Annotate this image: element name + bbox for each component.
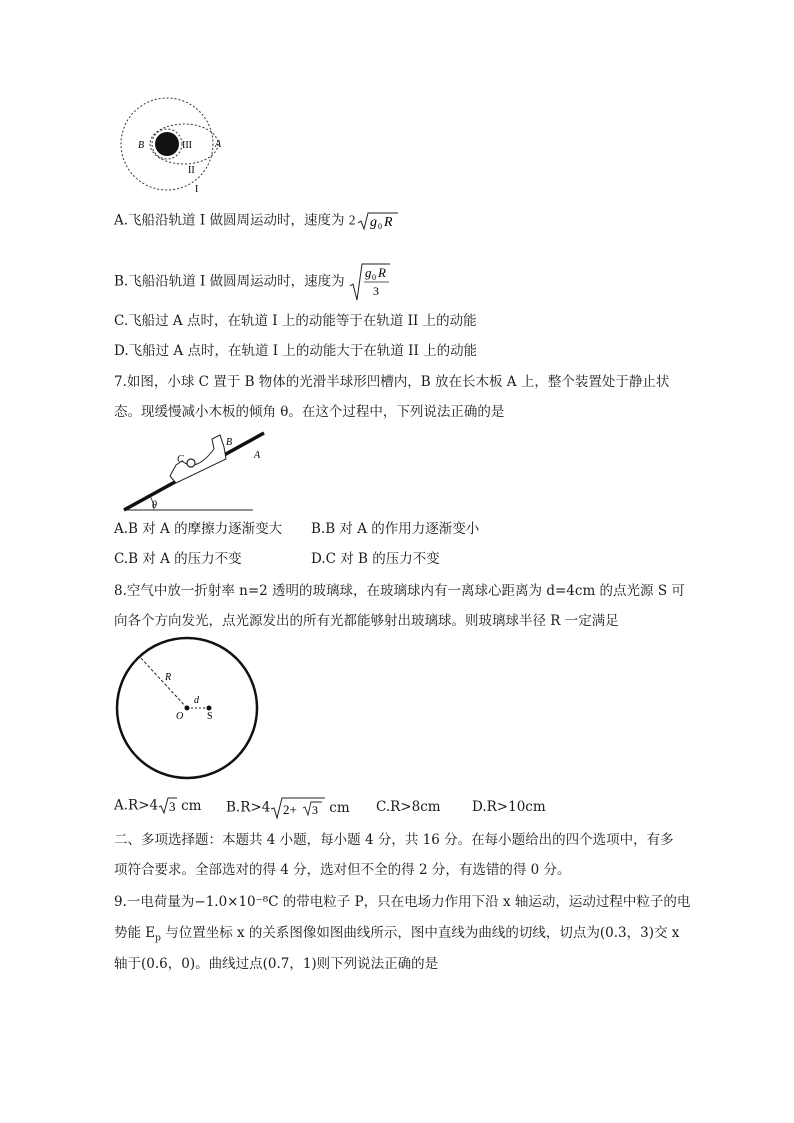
svg-text:0: 0 (371, 273, 376, 282)
incline-figure (116, 425, 266, 515)
q7-option-c: C.B 对 A 的压力不变 (114, 551, 242, 567)
label-C: C (177, 454, 184, 465)
q8-option-d: D.R>10cm (472, 799, 546, 815)
q7-option-a: A.B 对 A 的摩擦力逐渐变大 (114, 521, 283, 537)
q7-option-d: D.C 对 B 的压力不变 (311, 551, 440, 567)
planet (155, 132, 179, 156)
sqrt-fraction-icon (349, 262, 391, 302)
q8-option-a: A.R>4 3 cm (114, 797, 202, 814)
svg-text:R: R (383, 215, 393, 230)
q7-stem-line1: 7.如图，小球 C 置于 B 物体的光滑半球形凹槽内，B 放在长木板 A 上，整个装置处于静止状 (114, 374, 670, 390)
section2-line1: 二、多项选择题：本题共 4 小题，每小题 4 分，共 16 分。在每小题给出的四个选项中，有多 (114, 832, 674, 848)
label-A2: A (254, 450, 261, 461)
orbit-figure (112, 97, 222, 197)
q6-option-a: A.飞船沿轨道 I 做圆周运动时，速度为 2 g 0 R (114, 211, 399, 231)
q6-option-b: B.飞船沿轨道 I 做圆周运动时，速度为 g 0 R 3 (114, 262, 391, 302)
label-B: B (138, 140, 145, 151)
radius-line (139, 656, 187, 708)
label-II: II (188, 165, 195, 176)
svg-text:g: g (369, 215, 377, 230)
sqrt-icon (357, 211, 399, 231)
label-R: R (165, 672, 172, 683)
q8-stem-line2: 向各个方向发光，点光源发出的所有光都能够射出玻璃球。则玻璃球半径 R 一定满足 (114, 613, 619, 629)
source-S (207, 706, 212, 711)
q7-option-b: B.B 对 A 的作用力逐渐变小 (311, 521, 480, 537)
svg-text:g: g (364, 265, 372, 280)
label-theta: θ (152, 500, 157, 511)
q8-stem-line1: 8.空气中放一折射率 n=2 透明的玻璃球，在玻璃球内有一离球心距离为 d=4cm 的点光源 S 可 (114, 583, 685, 599)
q7-stem-line2: 态。现缓慢减小木板的倾角 θ。在这个过程中，下列说法正确的是 (114, 404, 505, 420)
label-I: I (195, 184, 199, 195)
ball-C (187, 459, 195, 467)
sphere-figure (114, 635, 260, 781)
label-III: III (182, 140, 192, 151)
sqrt-icon (158, 796, 178, 816)
svg-text:3: 3 (169, 799, 176, 814)
q8-option-c: C.R>8cm (376, 799, 441, 815)
label-d: d (194, 695, 199, 706)
nested-sqrt-icon (270, 796, 326, 820)
q6-option-d: D.飞船过 A 点时，在轨道 I 上的动能大于在轨道 II 上的动能 (114, 343, 478, 359)
section2-line2: 项符合要求。全部选对的得 4 分，选对但不全的得 2 分，有选错的得 0 分。 (114, 862, 571, 878)
q6-option-c: C.飞船过 A 点时，在轨道 I 上的动能等于在轨道 II 上的动能 (114, 313, 477, 329)
q9-stem-line3: 轴于(0.6，0)。曲线过点(0.7，1)则下列说法正确的是 (114, 956, 439, 972)
sqrt-sign (357, 211, 399, 231)
svg-text:0: 0 (377, 222, 382, 231)
label-S: S (207, 711, 213, 722)
svg-text:2+: 2+ (283, 802, 298, 817)
q9-stem-line2: 势能 $E_p$ 与位置坐标 x 的关系图像如图曲线所示，图中直线为曲线的切线，切点为(0.3，3)交 x (114, 925, 680, 944)
center-O (185, 706, 190, 711)
label-O: O (176, 711, 184, 722)
svg-text:R: R (377, 265, 386, 280)
q8-option-b: B.R>4 2+ 3 cm (226, 796, 350, 820)
svg-text:3: 3 (312, 803, 319, 817)
label-A: A (215, 139, 222, 150)
svg-text:3: 3 (372, 284, 379, 298)
q9-stem-line1: 9.一电荷量为−1.0×10⁻⁸C 的带电粒子 P，只在电场力作用下沿 x 轴运动，运动过程中粒子的电 (114, 894, 691, 910)
label-B2: B (226, 437, 233, 448)
